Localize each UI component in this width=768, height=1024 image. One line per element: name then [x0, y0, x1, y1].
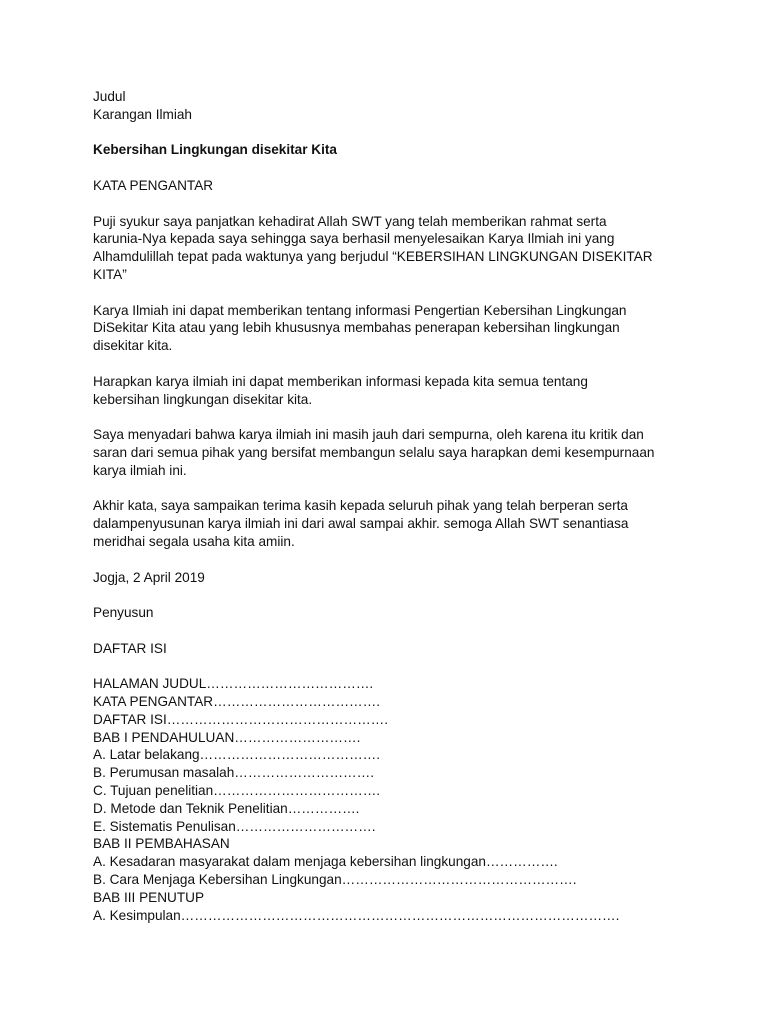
paragraph-line: meridhai segala usaha kita amiin.: [93, 533, 295, 549]
paragraph-line: Puji syukur saya panjatkan kehadirat Allah SWT yang telah memberikan rahmat serta: [93, 213, 607, 229]
paragraph-line: Harapkan karya ilmiah ini dapat memberikan informasi kepada kita semua tentang: [93, 373, 588, 389]
paragraph-line: saran dari semua pihak yang bersifat membangun selalu saya harapkan demi kesempurnaan: [93, 444, 655, 460]
toc-item: A. Kesimpulan…………………………………………………………………………………….: [93, 907, 620, 923]
paragraph-3: [93, 373, 683, 409]
toc-item: DAFTAR ISI………………………………………….: [93, 711, 389, 727]
paragraph-line: karunia-Nya kepada saya sehingga saya berhasil menyelesaikan Karya Ilmiah ini yang: [93, 231, 615, 247]
signature-label: Penyusun: [93, 605, 154, 621]
place-date: Jogja, 2 April 2019: [93, 569, 205, 585]
toc-item: D. Metode dan Teknik Penelitian…………….: [93, 800, 360, 816]
kata-pengantar-heading: KATA PENGANTAR: [93, 177, 214, 193]
toc-item: C. Tujuan penelitian……………………………….: [93, 783, 381, 799]
document-title: Kebersihan Lingkungan disekitar Kita: [93, 142, 337, 158]
toc-item: BAB I PENDAHULUAN……………………….: [93, 729, 361, 745]
label-judul: Judul: [93, 89, 126, 104]
toc-item: A. Latar belakang………………………………….: [93, 747, 381, 763]
paragraph-line: karya ilmiah ini.: [93, 462, 187, 478]
paragraph-line: DiSekitar Kita atau yang lebih khususnya membahas penerapan kebersihan lingkungan: [93, 320, 620, 336]
table-of-contents: [93, 675, 683, 924]
paragraph-2: [93, 302, 683, 355]
paragraph-line: KITA”: [93, 266, 127, 282]
toc-item: A. Kesadaran masyarakat dalam menjaga kebersihan lingkungan…………….: [93, 854, 558, 870]
toc-item: B. Cara Menjaga Kebersihan Lingkungan…………………………………………….: [93, 872, 577, 888]
paragraph-line: dalampenyusunan karya ilmiah ini dari awal sampai akhir. semoga Allah SWT senantiasa: [93, 516, 629, 532]
toc-item: BAB III PENUTUP: [93, 889, 205, 905]
daftar-isi-heading: DAFTAR ISI: [93, 640, 167, 656]
paragraph-5: [93, 497, 683, 550]
paragraph-line: Karya Ilmiah ini dapat memberikan tentang informasi Pengertian Kebersihan Lingkungan: [93, 302, 627, 318]
paragraph-4: [93, 426, 683, 479]
toc-item: B. Perumusan masalah………………………….: [93, 765, 375, 781]
toc-item: HALAMAN JUDUL……………………………….: [93, 676, 374, 692]
paragraph-line: disekitar kita.: [93, 338, 173, 354]
toc-item: BAB II PEMBAHASAN: [93, 836, 230, 852]
paragraph-line: Akhir kata, saya sampaikan terima kasih kepada seluruh pihak yang telah berperan serta: [93, 498, 628, 514]
document-body: [93, 88, 683, 924]
toc-item: KATA PENGANTAR……………………………….: [93, 694, 381, 710]
paragraph-line: Saya menyadari bahwa karya ilmiah ini masih jauh dari sempurna, oleh karena itu kritik dan: [93, 427, 644, 443]
paragraph-line: Alhamdulillah tepat pada waktunya yang berjudul “KEBERSIHAN LINGKUNGAN DISEKITAR: [93, 249, 653, 265]
toc-item: E. Sistematis Penulisan………………………….: [93, 818, 376, 834]
label-karangan-ilmiah: Karangan Ilmiah: [93, 106, 192, 122]
paragraph-1: [93, 213, 683, 284]
paragraph-line: kebersihan lingkungan disekitar kita.: [93, 391, 313, 407]
